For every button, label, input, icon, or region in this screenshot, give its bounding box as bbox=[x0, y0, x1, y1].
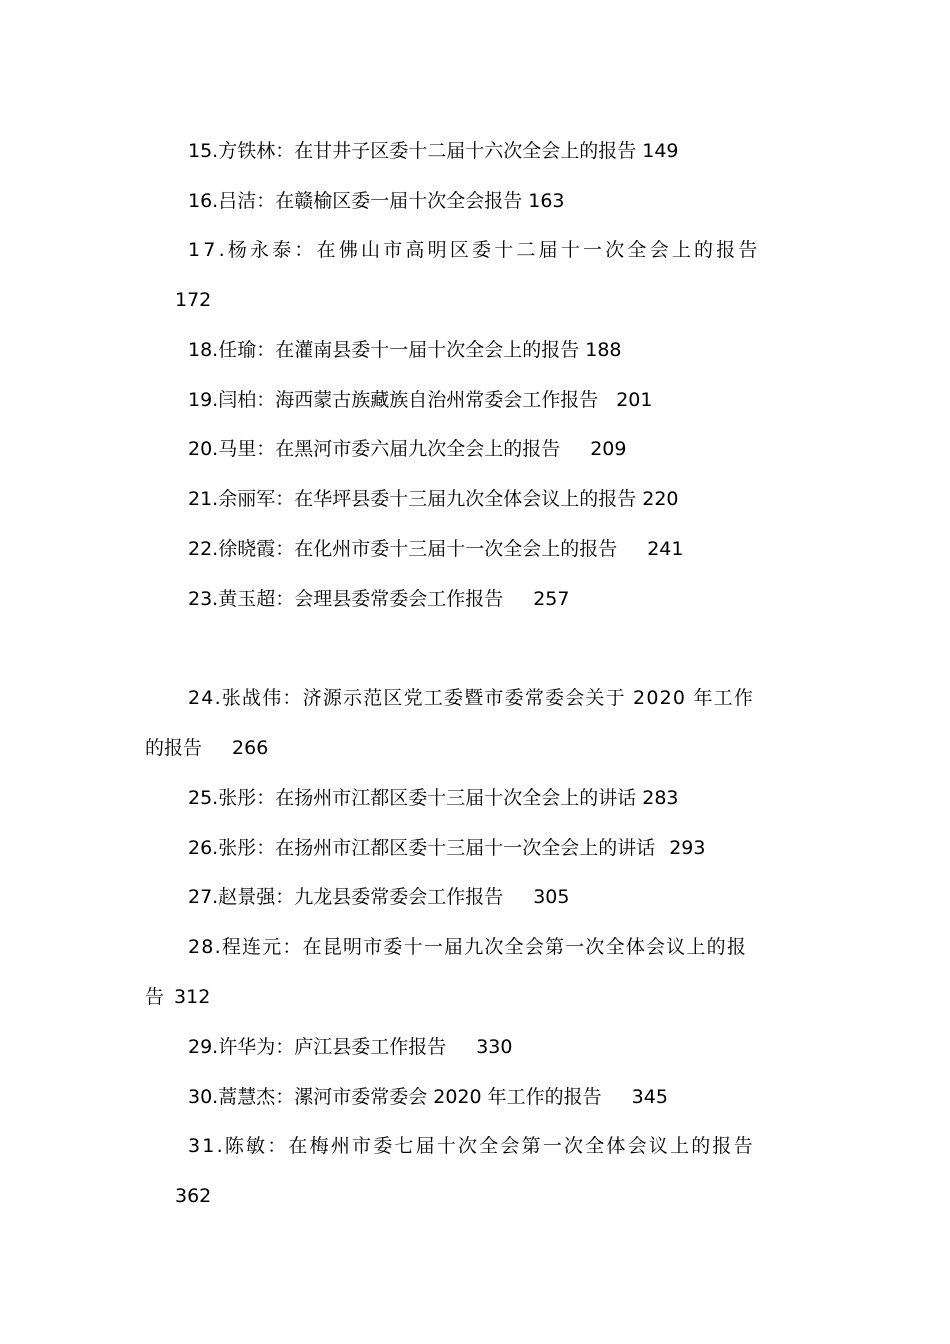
toc-page-number: 362 bbox=[175, 1185, 212, 1207]
toc-entry-17-page bbox=[175, 288, 211, 312]
toc-entry-text: 16.吕洁：在赣榆区委一届十次全会报告 163 bbox=[188, 190, 565, 212]
toc-entry-24 bbox=[188, 686, 754, 710]
toc-page-number: 330 bbox=[476, 1036, 513, 1058]
toc-entry-31 bbox=[188, 1134, 755, 1158]
toc-page-number: 172 bbox=[175, 289, 212, 311]
toc-entry-20 bbox=[188, 437, 626, 461]
toc-entry-text: 27.赵景强：九龙县委常委会工作报告 bbox=[188, 886, 504, 908]
toc-entry-text: 26.张彤：在扬州市江都区委十三届十一次全会上的讲话 bbox=[188, 837, 656, 859]
toc-entry-text: 17.杨永泰：在佛山市高明区委十二届十一次全会上的报告 bbox=[188, 239, 761, 261]
toc-page-number: 257 bbox=[533, 588, 570, 610]
toc-entry-text: 24.张战伟：济源示范区党工委暨市委常委会关于 2020 年工作 bbox=[188, 687, 755, 709]
toc-entry-27 bbox=[188, 885, 569, 909]
toc-entry-text: 21.余丽军：在华坪县委十三届九次全体会议上的报告 220 bbox=[188, 488, 679, 510]
toc-entry-continuation: 的报告 bbox=[145, 737, 203, 759]
toc-page-number: 293 bbox=[669, 837, 706, 859]
toc-page-number: 266 bbox=[232, 737, 269, 759]
toc-entry-15 bbox=[188, 139, 679, 163]
toc-entry-18 bbox=[188, 338, 622, 362]
toc-page-number: 345 bbox=[631, 1086, 668, 1108]
toc-entry-25 bbox=[188, 786, 679, 810]
toc-entry-17 bbox=[188, 238, 761, 262]
toc-page-number: 209 bbox=[590, 438, 627, 460]
toc-entry-text: 19.闫柏：海西蒙古族藏族自治州常委会工作报告 bbox=[188, 389, 599, 411]
toc-entry-31-page bbox=[175, 1184, 211, 1208]
toc-entry-22 bbox=[188, 537, 683, 561]
toc-entry-text: 23.黄玉超：会理县委常委会工作报告 bbox=[188, 588, 504, 610]
toc-entry-text: 31.陈敏：在梅州市委七届十次全会第一次全体会议上的报告 bbox=[188, 1135, 755, 1157]
toc-entry-text: 25.张彤：在扬州市江都区委十三届十次全会上的讲话 283 bbox=[188, 787, 679, 809]
toc-entry-19 bbox=[188, 388, 652, 412]
toc-page-number: 201 bbox=[616, 389, 653, 411]
toc-entry-21 bbox=[188, 487, 679, 511]
toc-entry-text: 20.马里：在黑河市委六届九次全会上的报告 bbox=[188, 438, 561, 460]
toc-entry-29 bbox=[188, 1035, 512, 1059]
toc-entry-text: 30.蒿慧杰：漯河市委常委会 2020 年工作的报告 bbox=[188, 1086, 602, 1108]
toc-entry-continuation: 告 bbox=[145, 986, 165, 1008]
toc-entry-23 bbox=[188, 587, 569, 611]
toc-entry-24-cont bbox=[145, 736, 268, 760]
toc-page-number: 305 bbox=[533, 886, 570, 908]
toc-entry-16 bbox=[188, 189, 565, 213]
toc-entry-text: 28.程连元：在昆明市委十一届九次全会第一次全体会议上的报 bbox=[188, 936, 748, 958]
toc-entry-28-cont bbox=[145, 985, 210, 1009]
toc-entry-26 bbox=[188, 836, 705, 860]
toc-entry-text: 22.徐晓霞：在化州市委十三届十一次全会上的报告 bbox=[188, 538, 618, 560]
toc-page-number: 241 bbox=[647, 538, 684, 560]
toc-page-number: 312 bbox=[174, 986, 211, 1008]
toc-entry-text: 18.任瑜：在灌南县委十一届十次全会上的报告 188 bbox=[188, 339, 622, 361]
toc-entry-28 bbox=[188, 935, 747, 959]
toc-entry-text: 15.方铁林：在甘井子区委十二届十六次全会上的报告 149 bbox=[188, 140, 679, 162]
toc-entry-30 bbox=[188, 1085, 668, 1109]
toc-entry-text: 29.许华为：庐江县委工作报告 bbox=[188, 1036, 447, 1058]
